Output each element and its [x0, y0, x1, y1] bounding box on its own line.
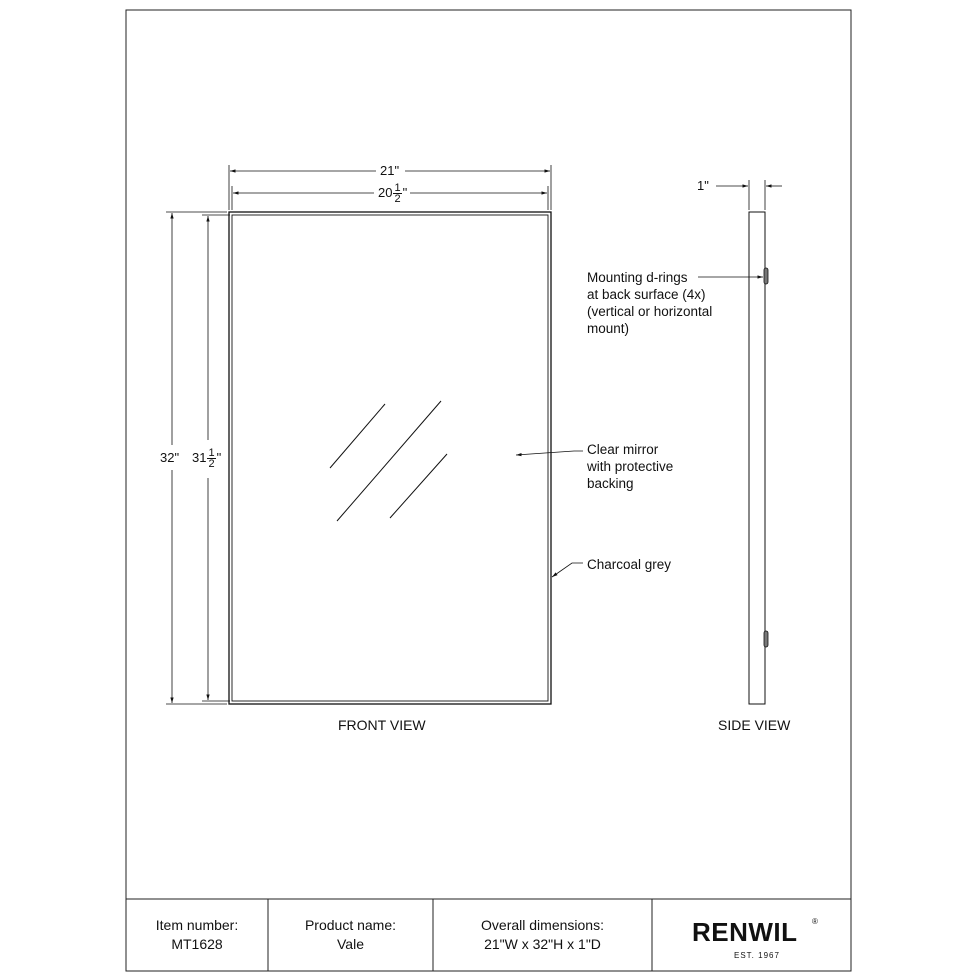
callout-line: (vertical or horizontal — [587, 304, 713, 319]
dim-fraction-height — [207, 448, 215, 469]
fraction-num: 1 — [208, 447, 215, 459]
dim-label-height-inner-whole: 31 — [192, 449, 207, 465]
product-name-label: Product name: — [304, 917, 397, 933]
side-profile — [749, 212, 765, 704]
mirror-frame-outer — [229, 212, 551, 704]
item-number-label: Item number: — [155, 917, 239, 933]
callout-line: at back surface (4x) — [587, 287, 706, 302]
brand-wordmark: RENWIL — [692, 917, 798, 947]
dim-fraction-width — [393, 183, 401, 204]
fraction-num: 1 — [394, 182, 401, 194]
dim-label-width-inner-whole: 20 — [378, 184, 393, 200]
leader-frame — [552, 563, 583, 577]
callout-line: backing — [587, 476, 634, 491]
dim-label-height-outer: 32" — [160, 450, 180, 465]
product-name-value: Vale — [337, 936, 364, 952]
leader-mirror — [516, 451, 583, 455]
dim-label-width-outer: 21" — [380, 163, 400, 178]
fraction-den: 2 — [394, 193, 401, 205]
callout-line: mount) — [587, 321, 630, 336]
fraction-den: 2 — [208, 458, 215, 470]
dim-label-height-inner — [192, 448, 221, 469]
title-block-item — [126, 899, 268, 971]
title-block-dimensions — [433, 899, 652, 971]
side-view-title: SIDE VIEW — [718, 717, 791, 733]
brand-logo — [652, 899, 851, 971]
callout-line: with protective — [587, 459, 674, 474]
callout-mirror — [587, 441, 673, 492]
front-view-title: FRONT VIEW — [338, 717, 426, 733]
title-block-product — [268, 899, 433, 971]
callout-line: Clear mirror — [587, 442, 659, 457]
d-ring-top — [764, 268, 768, 284]
d-ring-bottom — [764, 631, 768, 647]
sheet-border — [126, 10, 851, 971]
dim-label-width-inner — [378, 183, 407, 204]
overall-dimensions-label: Overall dimensions: — [481, 917, 604, 933]
reflection-line-1 — [330, 404, 385, 468]
dim-label-height-inner-unit: " — [216, 449, 222, 465]
callout-line: Mounting d-rings — [587, 270, 688, 285]
callout-frame: Charcoal grey — [587, 557, 672, 572]
dim-label-width-inner-unit: " — [402, 184, 408, 200]
callout-d-rings — [587, 269, 712, 337]
reflection-line-3 — [390, 454, 447, 518]
brand-established: EST. 1967 — [734, 951, 780, 960]
overall-dimensions-value: 21"W x 32"H x 1"D — [484, 936, 601, 952]
brand-registered-mark: ® — [812, 917, 818, 926]
mirror-glass — [232, 215, 548, 701]
item-number-value: MT1628 — [171, 936, 223, 952]
dim-label-depth: 1" — [697, 178, 709, 193]
reflection-line-2 — [337, 401, 441, 521]
